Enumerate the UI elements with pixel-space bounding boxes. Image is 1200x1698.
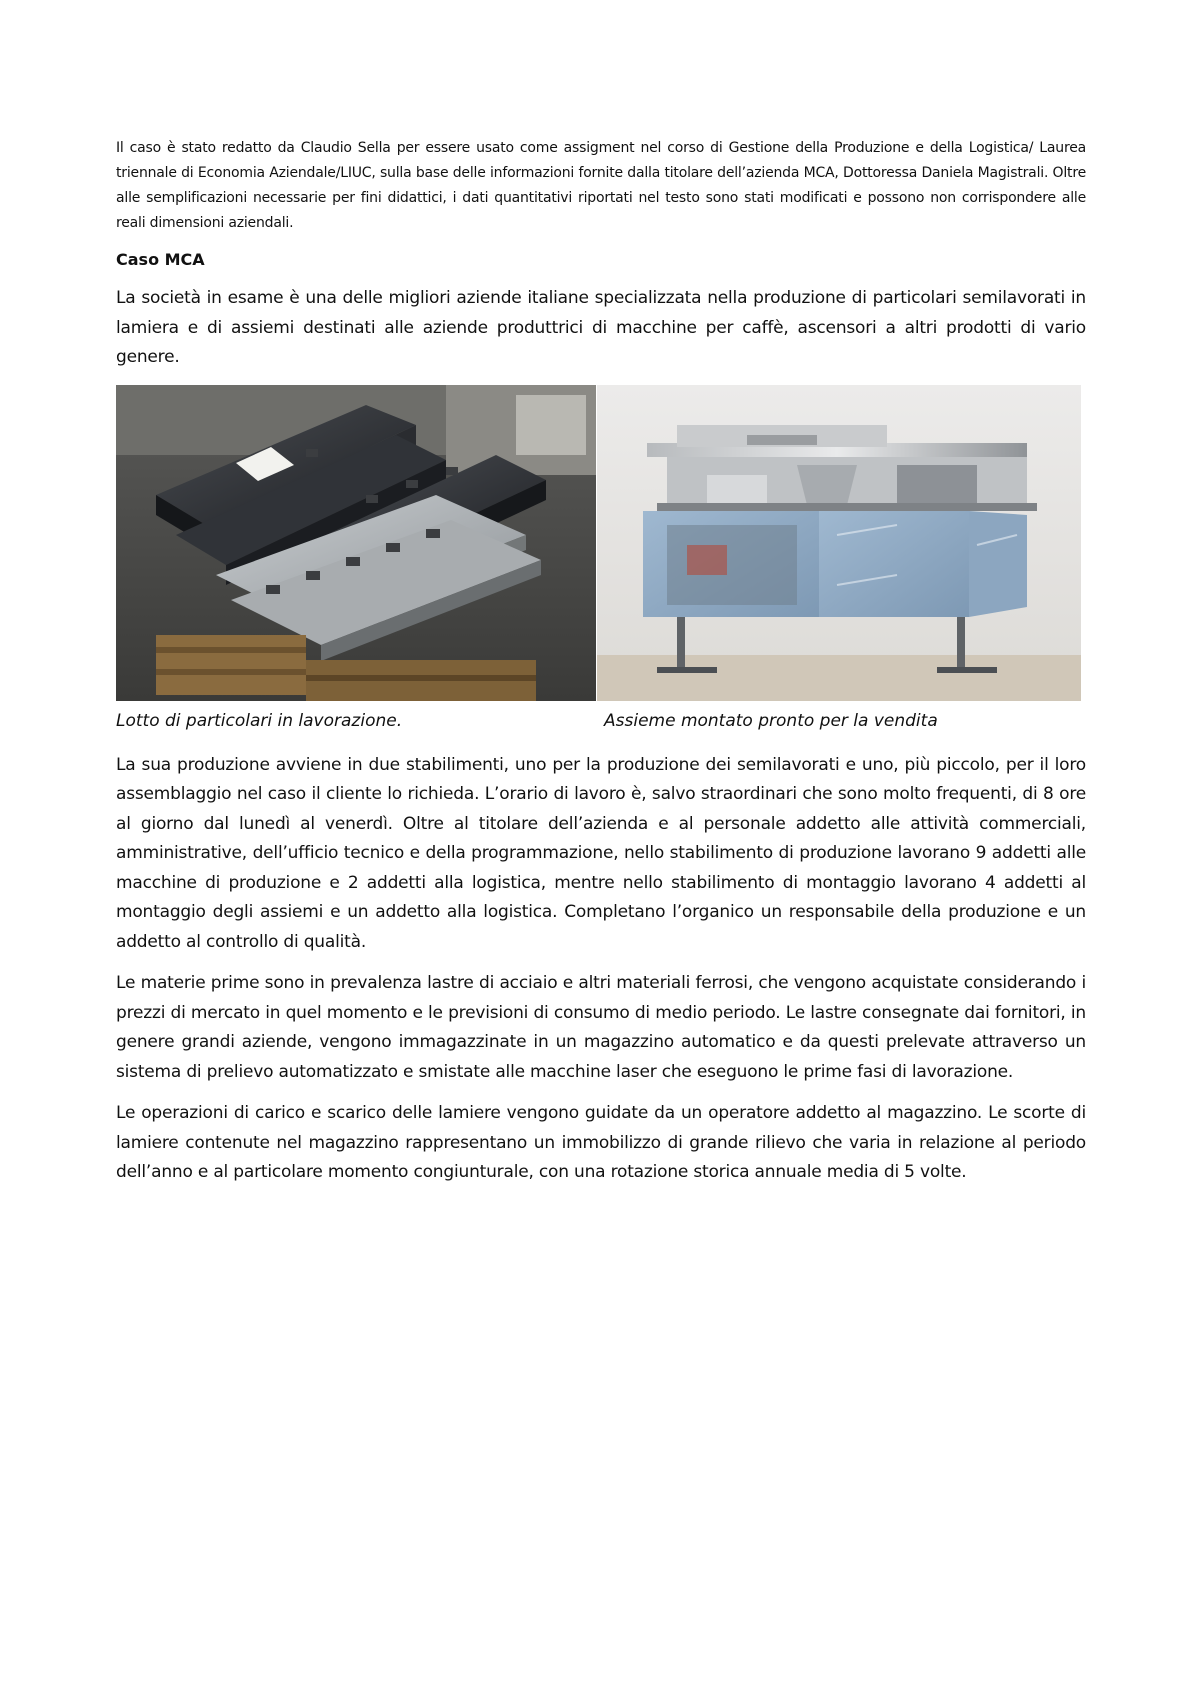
photo-row xyxy=(116,385,1086,703)
photo-parts-lot xyxy=(116,385,596,701)
paragraph-materials: Le materie prime sono in prevalenza lastre di acciaio e altri materiali ferrosi, che vengono acquistate considerando i prezzi di mercato in quel momento e le previsioni di consumo di medio periodo. Le lastre consegnate dai fornitori, in genere grandi aziende, vengono immagazzinate in un magazzino automatico e da questi prelevate attraverso un sistema di prelievo automatizzato e smistate alle macchine laser che eseguono le prime fasi di lavorazione. xyxy=(116,973,1086,1082)
intro-note: Il caso è stato redatto da Claudio Sella per essere usato come assigment nel corso di Gestione della Produzione e della Logistica/ Laurea triennale di Economia Aziendale/LIUC, sulla base delle informazioni fornite dalla titolare dell’azienda MCA, Dottoressa Daniela Magistrali. Oltre alle semplificazioni necessarie per fini didattici, i dati quantitativi riportati nel testo sono stati modificati e possono non corrispondere alle reali dimensioni aziendali. xyxy=(116,140,1086,231)
document-page xyxy=(116,136,1086,1200)
photo-captions xyxy=(116,711,1086,745)
paragraph-production: La sua produzione avviene in due stabilimenti, uno per la produzione dei semilavorati e uno, più piccolo, per il loro assemblaggio nel caso il cliente lo richieda. L’orario di lavoro è, salvo straordinari che sono molto frequenti, di 8 ore al giorno dal lunedì al venerdì. Oltre al titolare dell’azienda e al personale addetto alle attività commerciali, amministrative, dell’ufficio tecnico e della programmazione, nello stabilimento di produzione lavorano 9 addetti alle macchine di produzione e 2 addetti alla logistica, mentre nello stabilimento di montaggio lavorano 4 addetti al montaggio degli assiemi e un addetto alla logistica. Completano l’organico un responsabile della produzione e un addetto al controllo di qualità. xyxy=(116,754,1086,952)
case-title: Caso MCA xyxy=(116,250,205,269)
paragraph-warehouse: Le operazioni di carico e scarico delle lamiere vengono guidate da un operatore addetto al magazzino. Le scorte di lamiere contenute nel magazzino rappresentano un immobilizzo di grande rilievo che varia in relazione al periodo dell’anno e al particolare momento congiunturale, con una rotazione storica annuale media di 5 volte. xyxy=(116,1103,1086,1182)
caption-right: Assieme montato pronto per la vendita xyxy=(604,710,938,731)
photo-assembly xyxy=(597,385,1081,701)
paragraph-company: La società in esame è una delle migliori aziende italiane specializzata nella produzione di particolari semilavorati in lamiera e di assiemi destinati alle aziende produttrici di macchine per caffè, ascensori a altri prodotti di vario genere. xyxy=(116,288,1086,367)
caption-left: Lotto di particolari in lavorazione. xyxy=(116,710,403,731)
